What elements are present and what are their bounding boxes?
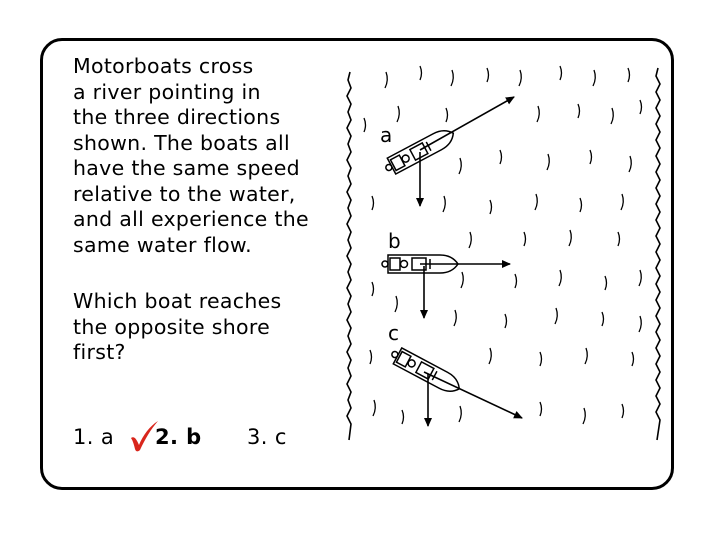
prompt-line: Which boat reaches [73,289,282,313]
left-shore [347,72,351,440]
question-line: shown. The boats all [73,130,290,155]
answer-choice-b[interactable]: 2. b [155,425,202,449]
question-line: and all experience the [73,207,309,231]
boat-a-label: a [380,123,393,147]
boat-c [388,345,464,397]
question-line: have the same speed [73,156,300,180]
prompt-line: first? [73,340,126,364]
question-line: Motorboats cross [73,54,254,78]
answer-choice-a[interactable]: 1. a [73,425,115,449]
question-line: the three directions [73,105,281,129]
answer-choice-c[interactable]: 3. c [247,425,287,449]
spacer [73,258,348,289]
boat-c-label: c [388,321,399,345]
question-line: relative to the water, [73,181,296,206]
boat-a-heading-arrow [420,97,514,150]
boat-c-heading-arrow [424,372,522,418]
question-text [73,54,348,366]
boat-b-label: b [388,229,401,253]
question-line: same water flow. [73,232,252,257]
prompt-line: the opposite shore [73,314,271,339]
river-boats-figure [340,60,670,450]
right-shore [656,68,660,440]
question-line: a river pointing in [73,79,261,104]
